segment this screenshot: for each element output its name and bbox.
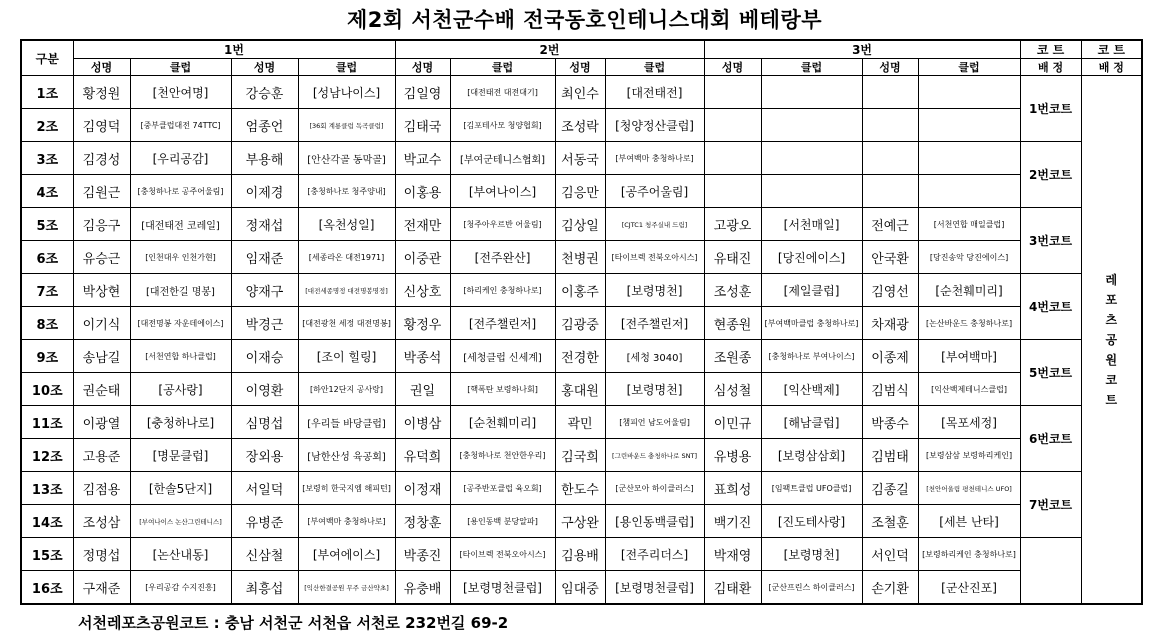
player-name: 박종진 bbox=[395, 538, 450, 571]
player-club: [세븐 난타] bbox=[918, 505, 1020, 538]
player-name: 김상일 bbox=[555, 208, 605, 241]
player-name: 엄종언 bbox=[231, 109, 298, 142]
player-club: [해남클럽] bbox=[761, 406, 862, 439]
header-club: 클럽 bbox=[918, 59, 1020, 76]
player-club bbox=[761, 76, 862, 109]
player-name: 조성훈 bbox=[704, 274, 761, 307]
group-label: 15조 bbox=[21, 538, 73, 571]
header-court1: 코 트 bbox=[1020, 40, 1081, 59]
table-row bbox=[21, 571, 1142, 605]
player-club: [청양정산클럽] bbox=[605, 109, 704, 142]
court-assignment: 1번코트 bbox=[1020, 76, 1081, 142]
player-name: 정명섭 bbox=[73, 538, 130, 571]
player-name: 장외용 bbox=[231, 439, 298, 472]
group-label: 5조 bbox=[21, 208, 73, 241]
group-label: 4조 bbox=[21, 175, 73, 208]
player-club: [충청하나로 공주어울림] bbox=[130, 175, 231, 208]
player-name bbox=[704, 175, 761, 208]
table-row bbox=[21, 538, 1142, 571]
player-name: 김영선 bbox=[862, 274, 918, 307]
player-club: [대전명봉 자운데에이스] bbox=[130, 307, 231, 340]
header-club: 클럽 bbox=[605, 59, 704, 76]
player-club: [충청하나로 부여나이스] bbox=[761, 340, 862, 373]
player-name: 김태국 bbox=[395, 109, 450, 142]
player-club bbox=[918, 76, 1020, 109]
player-name: 박재영 bbox=[704, 538, 761, 571]
player-club: [보령명천] bbox=[605, 373, 704, 406]
player-name: 안국환 bbox=[862, 241, 918, 274]
player-club: [대전한길 명봉] bbox=[130, 274, 231, 307]
player-club: [세청 3040] bbox=[605, 340, 704, 373]
table-row bbox=[21, 241, 1142, 274]
player-name: 황정원 bbox=[73, 76, 130, 109]
group-label: 7조 bbox=[21, 274, 73, 307]
player-name: 황정우 bbox=[395, 307, 450, 340]
player-club: [부여백마클럽 충청하나로] bbox=[761, 307, 862, 340]
player-club: [용인동백클럽] bbox=[605, 505, 704, 538]
player-club: [세종라온 대전1971] bbox=[298, 241, 395, 274]
player-name: 김일영 bbox=[395, 76, 450, 109]
player-name: 김태환 bbox=[704, 571, 761, 605]
player-name: 표희성 bbox=[704, 472, 761, 505]
player-name: 박종석 bbox=[395, 340, 450, 373]
player-club: [전주챌린저] bbox=[450, 307, 555, 340]
court-assignment: 3번코트 bbox=[1020, 208, 1081, 274]
player-name: 이제경 bbox=[231, 175, 298, 208]
player-name: 심명섭 bbox=[231, 406, 298, 439]
player-name: 권일 bbox=[395, 373, 450, 406]
player-name: 신상호 bbox=[395, 274, 450, 307]
player-name: 백기진 bbox=[704, 505, 761, 538]
player-name: 박상현 bbox=[73, 274, 130, 307]
player-club: [안산각골 동막골] bbox=[298, 142, 395, 175]
player-club: [전주챌린저] bbox=[605, 307, 704, 340]
venue-char: 원 bbox=[1105, 352, 1118, 367]
header-club: 클럽 bbox=[298, 59, 395, 76]
player-club: [보령명천클럽] bbox=[605, 571, 704, 605]
player-club: [하안12단지 공사랑] bbox=[298, 373, 395, 406]
player-name: 강승훈 bbox=[231, 76, 298, 109]
venue-char: 트 bbox=[1105, 392, 1118, 407]
player-club bbox=[761, 109, 862, 142]
player-club: [서천연합 하나클럽] bbox=[130, 340, 231, 373]
player-name: 유병용 bbox=[704, 439, 761, 472]
player-name: 김범태 bbox=[862, 439, 918, 472]
player-club: [익산백제] bbox=[761, 373, 862, 406]
player-club: [군산진포] bbox=[918, 571, 1020, 605]
player-name: 박교수 bbox=[395, 142, 450, 175]
player-name: 김종길 bbox=[862, 472, 918, 505]
player-name: 김용배 bbox=[555, 538, 605, 571]
table-row bbox=[21, 505, 1142, 538]
header-name: 성명 bbox=[231, 59, 298, 76]
player-club: [남한산성 육공회] bbox=[298, 439, 395, 472]
table-row bbox=[21, 373, 1142, 406]
player-club: [타이브렉 전북오아시스] bbox=[605, 241, 704, 274]
header-court2: 코 트 bbox=[1081, 40, 1142, 59]
player-club: [보령명천클럽] bbox=[450, 571, 555, 605]
player-name: 김광중 bbox=[555, 307, 605, 340]
group-label: 1조 bbox=[21, 76, 73, 109]
player-club: [공주반포클럽 육오회] bbox=[450, 472, 555, 505]
player-name bbox=[704, 109, 761, 142]
venue-court bbox=[1081, 76, 1142, 605]
player-club: [옥천성일] bbox=[298, 208, 395, 241]
venue-char: 포 bbox=[1105, 292, 1118, 307]
header-team1: 1번 bbox=[73, 40, 395, 59]
group-label: 8조 bbox=[21, 307, 73, 340]
player-name: 이병삼 bbox=[395, 406, 450, 439]
player-name bbox=[862, 76, 918, 109]
player-name: 이종제 bbox=[862, 340, 918, 373]
player-name: 이중관 bbox=[395, 241, 450, 274]
player-name: 손기환 bbox=[862, 571, 918, 605]
player-name: 구상완 bbox=[555, 505, 605, 538]
header-name: 성명 bbox=[395, 59, 450, 76]
player-name: 구재준 bbox=[73, 571, 130, 605]
venue-char: 레 bbox=[1105, 272, 1118, 287]
player-name: 한도수 bbox=[555, 472, 605, 505]
header-club: 클럽 bbox=[450, 59, 555, 76]
player-club: [군산모아 하이클러스] bbox=[605, 472, 704, 505]
player-club: [보령명천] bbox=[761, 538, 862, 571]
player-club: [부여나이스] bbox=[450, 175, 555, 208]
group-label: 10조 bbox=[21, 373, 73, 406]
player-club: [조이 힐링] bbox=[298, 340, 395, 373]
group-label: 11조 bbox=[21, 406, 73, 439]
player-club: [목포세정] bbox=[918, 406, 1020, 439]
player-club: [공사랑] bbox=[130, 373, 231, 406]
player-name: 김응만 bbox=[555, 175, 605, 208]
player-club bbox=[918, 175, 1020, 208]
player-club: [우리들 바당클럽] bbox=[298, 406, 395, 439]
player-club: [부여백마 충청하나로] bbox=[298, 505, 395, 538]
player-name: 전예근 bbox=[862, 208, 918, 241]
player-name: 양재구 bbox=[231, 274, 298, 307]
player-club: [대전세종명정 대전명봉명정] bbox=[298, 274, 395, 307]
player-name: 조성락 bbox=[555, 109, 605, 142]
player-club: [대전태전] bbox=[605, 76, 704, 109]
player-club: [충청하나로] bbox=[130, 406, 231, 439]
player-name: 유병준 bbox=[231, 505, 298, 538]
player-club: [우리공감 수지진흥] bbox=[130, 571, 231, 605]
player-name: 서동국 bbox=[555, 142, 605, 175]
player-name: 고용준 bbox=[73, 439, 130, 472]
player-club: [천안어울림 평천테니스 UFO] bbox=[918, 472, 1020, 505]
player-name: 이홍용 bbox=[395, 175, 450, 208]
player-name: 조원종 bbox=[704, 340, 761, 373]
group-label: 2조 bbox=[21, 109, 73, 142]
player-name: 이홍주 bbox=[555, 274, 605, 307]
player-name: 유승근 bbox=[73, 241, 130, 274]
header-name: 성명 bbox=[704, 59, 761, 76]
player-name: 심성철 bbox=[704, 373, 761, 406]
player-name: 김범식 bbox=[862, 373, 918, 406]
group-label: 12조 bbox=[21, 439, 73, 472]
player-club: [부여백마 충청하나로] bbox=[605, 142, 704, 175]
player-club: [우리공감] bbox=[130, 142, 231, 175]
player-name: 송남길 bbox=[73, 340, 130, 373]
player-club: [용인동백 분당알파] bbox=[450, 505, 555, 538]
player-name: 전재만 bbox=[395, 208, 450, 241]
court-assignment: 5번코트 bbox=[1020, 340, 1081, 406]
player-club: [전주완산] bbox=[450, 241, 555, 274]
table-row bbox=[21, 439, 1142, 472]
table-row bbox=[21, 307, 1142, 340]
player-name: 김경성 bbox=[73, 142, 130, 175]
player-name: 홍대원 bbox=[555, 373, 605, 406]
player-club: [보령명천] bbox=[605, 274, 704, 307]
player-name: 부용해 bbox=[231, 142, 298, 175]
table-row bbox=[21, 406, 1142, 439]
group-label: 9조 bbox=[21, 340, 73, 373]
player-club: [인천대우 인천가현] bbox=[130, 241, 231, 274]
player-name: 박경근 bbox=[231, 307, 298, 340]
player-name: 권순태 bbox=[73, 373, 130, 406]
player-name: 이정재 bbox=[395, 472, 450, 505]
player-name: 이재승 bbox=[231, 340, 298, 373]
player-club: [중부클럽대전 74TTC] bbox=[130, 109, 231, 142]
player-name: 서인덕 bbox=[862, 538, 918, 571]
player-club: [세청클럽 신세계] bbox=[450, 340, 555, 373]
player-club bbox=[918, 142, 1020, 175]
player-name: 조성삼 bbox=[73, 505, 130, 538]
court-assignment bbox=[1020, 538, 1081, 605]
player-club: [보령삼삼 보령하리케인] bbox=[918, 439, 1020, 472]
player-name: 유덕희 bbox=[395, 439, 450, 472]
player-name: 김국희 bbox=[555, 439, 605, 472]
table-row bbox=[21, 109, 1142, 142]
player-name: 전경한 bbox=[555, 340, 605, 373]
player-name: 이기식 bbox=[73, 307, 130, 340]
court-assignment: 7번코트 bbox=[1020, 472, 1081, 538]
player-club: [청주아우르반 어울림] bbox=[450, 208, 555, 241]
player-club: [대전광천 세정 대전명봉] bbox=[298, 307, 395, 340]
player-club: [순천훼미리] bbox=[450, 406, 555, 439]
venue-char: 코 bbox=[1105, 372, 1118, 387]
header-club: 클럽 bbox=[761, 59, 862, 76]
player-club: [CJTC1 청주실내 드림] bbox=[605, 208, 704, 241]
player-club: [진도테사랑] bbox=[761, 505, 862, 538]
venue-char: 츠 bbox=[1105, 312, 1118, 327]
bracket-table bbox=[20, 39, 1143, 605]
header-court1-sub: 배 정 bbox=[1020, 59, 1081, 76]
venue-char: 공 bbox=[1105, 332, 1118, 347]
player-name bbox=[704, 76, 761, 109]
venue-address: 서천레포츠공원코트 : 충남 서천군 서천읍 서천로 232번길 69-2 bbox=[78, 614, 509, 632]
player-club: [천안여명] bbox=[130, 76, 231, 109]
player-club: [성남나이스] bbox=[298, 76, 395, 109]
player-club: [명문클럽] bbox=[130, 439, 231, 472]
group-label: 3조 bbox=[21, 142, 73, 175]
player-name: 박종수 bbox=[862, 406, 918, 439]
player-name: 이민규 bbox=[704, 406, 761, 439]
player-club: [순천훼미리] bbox=[918, 274, 1020, 307]
player-name: 유충배 bbox=[395, 571, 450, 605]
player-club: [핵폭탄 보령하나회] bbox=[450, 373, 555, 406]
player-club: [보령히 한국지엠 해피턴] bbox=[298, 472, 395, 505]
player-club: [보령삼삼회] bbox=[761, 439, 862, 472]
court-assignment: 6번코트 bbox=[1020, 406, 1081, 472]
player-club: [한솔5단지] bbox=[130, 472, 231, 505]
player-name: 고광오 bbox=[704, 208, 761, 241]
header-club: 클럽 bbox=[130, 59, 231, 76]
player-name: 김원근 bbox=[73, 175, 130, 208]
player-club bbox=[761, 142, 862, 175]
player-club: [익산백제테니스클럽] bbox=[918, 373, 1020, 406]
player-name: 유태진 bbox=[704, 241, 761, 274]
court-assignment: 2번코트 bbox=[1020, 142, 1081, 208]
player-name: 서일덕 bbox=[231, 472, 298, 505]
player-club: [충청하나로 천안한우리] bbox=[450, 439, 555, 472]
player-name: 차재광 bbox=[862, 307, 918, 340]
player-club: [군산프린스 하이클러스] bbox=[761, 571, 862, 605]
player-club: [임팩트클럽 UFO클럽] bbox=[761, 472, 862, 505]
player-name: 임재준 bbox=[231, 241, 298, 274]
player-club: [타이브렉 전북오아시스] bbox=[450, 538, 555, 571]
player-club: [당진송악 당진에이스] bbox=[918, 241, 1020, 274]
table-row bbox=[21, 340, 1142, 373]
header-court2-sub: 배 정 bbox=[1081, 59, 1142, 76]
player-club: [공주어울림] bbox=[605, 175, 704, 208]
player-club bbox=[761, 175, 862, 208]
player-club: [서천매일] bbox=[761, 208, 862, 241]
table-row bbox=[21, 142, 1142, 175]
player-club: [보령하리케인 충청하나로] bbox=[918, 538, 1020, 571]
header-name: 성명 bbox=[555, 59, 605, 76]
player-name: 임대중 bbox=[555, 571, 605, 605]
group-label: 16조 bbox=[21, 571, 73, 605]
player-name: 현종원 bbox=[704, 307, 761, 340]
player-club: [논산바운드 충청하나로] bbox=[918, 307, 1020, 340]
player-club: [전주리더스] bbox=[605, 538, 704, 571]
player-club: [부여백마] bbox=[918, 340, 1020, 373]
group-label: 13조 bbox=[21, 472, 73, 505]
player-club: [그린바운드 충청하나로 SNT] bbox=[605, 439, 704, 472]
player-club: [대전태전 코레일] bbox=[130, 208, 231, 241]
player-club: [대전태전 대전대기] bbox=[450, 76, 555, 109]
player-club: [하리케인 충청하나로] bbox=[450, 274, 555, 307]
player-name: 천병권 bbox=[555, 241, 605, 274]
player-club: [제일클럽] bbox=[761, 274, 862, 307]
player-name: 이영환 bbox=[231, 373, 298, 406]
player-name: 정재섭 bbox=[231, 208, 298, 241]
group-label: 6조 bbox=[21, 241, 73, 274]
player-club: [익산한결공원 무주 금산약초] bbox=[298, 571, 395, 605]
player-name: 김영덕 bbox=[73, 109, 130, 142]
table-row bbox=[21, 76, 1142, 109]
player-name: 김응구 bbox=[73, 208, 130, 241]
player-club: [당진에이스] bbox=[761, 241, 862, 274]
player-club: [논산내동] bbox=[130, 538, 231, 571]
player-name: 김점용 bbox=[73, 472, 130, 505]
player-name bbox=[862, 142, 918, 175]
header-group: 구분 bbox=[21, 40, 73, 76]
page-title: 제2회 서천군수배 전국동호인테니스대회 베테랑부 bbox=[346, 8, 823, 32]
table-row bbox=[21, 472, 1142, 505]
header-name: 성명 bbox=[862, 59, 918, 76]
player-club: [서천연합 매일클럽] bbox=[918, 208, 1020, 241]
player-name: 조철훈 bbox=[862, 505, 918, 538]
player-name bbox=[862, 175, 918, 208]
player-club bbox=[918, 109, 1020, 142]
table-row bbox=[21, 175, 1142, 208]
player-club: [36회 계룡클럽 독곡클럽] bbox=[298, 109, 395, 142]
header-team2: 2번 bbox=[395, 40, 704, 59]
header-team3: 3번 bbox=[704, 40, 1020, 59]
player-name: 신삼철 bbox=[231, 538, 298, 571]
player-club: [김포테사모 청양협회] bbox=[450, 109, 555, 142]
player-name: 최인수 bbox=[555, 76, 605, 109]
player-club: [부여군테니스협회] bbox=[450, 142, 555, 175]
player-name bbox=[704, 142, 761, 175]
player-name: 곽민 bbox=[555, 406, 605, 439]
player-club: [충청하나로 청주양내] bbox=[298, 175, 395, 208]
player-club: [부여나이스 논산그린테니스] bbox=[130, 505, 231, 538]
court-assignment: 4번코트 bbox=[1020, 274, 1081, 340]
player-club: [부여에이스] bbox=[298, 538, 395, 571]
table-row bbox=[21, 274, 1142, 307]
table-row bbox=[21, 208, 1142, 241]
player-club: [챔피언 남도어울림] bbox=[605, 406, 704, 439]
header-name: 성명 bbox=[73, 59, 130, 76]
player-name: 최흥섭 bbox=[231, 571, 298, 605]
player-name: 이광열 bbox=[73, 406, 130, 439]
player-name: 정창훈 bbox=[395, 505, 450, 538]
group-label: 14조 bbox=[21, 505, 73, 538]
player-name bbox=[862, 109, 918, 142]
